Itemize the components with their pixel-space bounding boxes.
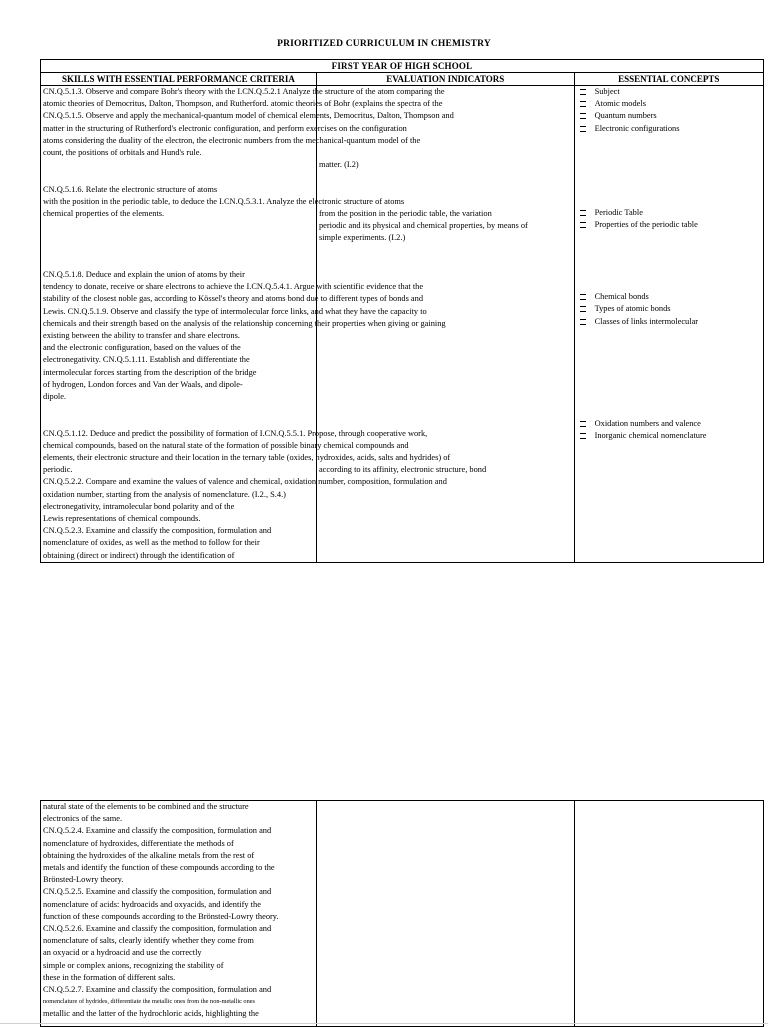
text-line [319, 354, 572, 366]
text-line: tendency to donate, receive or share electrons to achieve the I.CN.Q.5.4.1. Argue with scientific evidence that the [43, 282, 424, 292]
text-line: natural state of the elements to be combined and the structure [43, 802, 249, 811]
text-line: oxidation number, starting from the analysis of nomenclature. (I.2., S.4.) [43, 489, 286, 499]
concept-item [577, 86, 761, 98]
text-line: according to its affinity, electronic structure, bond [318, 464, 487, 474]
text-line [319, 269, 572, 281]
checkbox-bullet-icon [580, 89, 586, 95]
text-line [319, 245, 572, 257]
text-line [319, 391, 572, 403]
text-line [319, 366, 572, 378]
text-line [319, 257, 572, 269]
text-line: Brönsted-Lowry theory. [43, 875, 124, 885]
concept-list [577, 291, 761, 328]
checkbox-bullet-icon [580, 222, 586, 228]
text-line: CN.Q.5.2.4. Examine and classify the composition, formulation and [43, 826, 272, 836]
text-line: and the electronic configuration, based on the values of the [43, 343, 241, 353]
concept-item [577, 291, 761, 303]
text-line: periodic. [43, 465, 73, 475]
text-line: stability of the closest noble gas, according to Kössel's theory and atoms bond due to different types of bonds and [43, 294, 424, 304]
text-line: CN.Q.5.2.7. Examine and classify the composition, formulation and [43, 985, 272, 995]
text-line [43, 245, 314, 257]
text-line: CN.Q.5.1.8. Deduce and explain the union of atoms by their [43, 269, 245, 279]
concept-item [577, 303, 761, 315]
checkbox-bullet-icon [580, 294, 586, 300]
concepts-column-header: ESSENTIAL CONCEPTS [574, 73, 763, 86]
text-line: obtaining the hydroxides of the alkaline metals from the rest of [43, 850, 255, 860]
concept-label: Inorganic chemical nomenclature [594, 431, 707, 441]
text-line [319, 403, 572, 415]
concept-item [577, 207, 761, 219]
skills-column-header: SKILLS WITH ESSENTIAL PERFORMANCE CRITERIA [41, 73, 317, 86]
text-line: Lewis representations of chemical compounds. [43, 513, 201, 523]
text-line: an oxyacid or a hydroacid and use the correctly [43, 948, 202, 958]
text-line: elements, their electronic structure and their location in the ternary table (oxides, hydroxides, acids, salts and hydrides) of [43, 452, 451, 462]
text-line: CN.Q.5.2.6. Examine and classify the composition, formulation and [43, 924, 272, 934]
text-line: CN.Q.5.2.3. Examine and classify the composition, formulation and [43, 526, 272, 536]
concept-label: Types of atomic bonds [594, 304, 671, 314]
indicators-cell-continued [316, 801, 574, 1027]
text-line: CN.Q.5.1.5. Observe and apply the mechanical-quantum model of chemical elements, Democritus, Dalton, Thompson and [43, 111, 454, 121]
concept-item [577, 430, 761, 442]
text-line: chemical properties of the elements. [43, 209, 165, 218]
concept-label: Quantum numbers [594, 111, 657, 121]
concept-label: Classes of links intermolecular [594, 316, 699, 326]
concept-item [577, 418, 761, 430]
text-line: count, the positions of orbitals and Hund's rule. [43, 148, 202, 158]
concept-label: Properties of the periodic table [594, 220, 698, 230]
text-line: atoms considering the duality of the electron, the electronic numbers from the mechanical-quantum model of the [43, 135, 421, 145]
concept-label: Chemical bonds [594, 292, 649, 302]
concepts-cell-continued [574, 801, 763, 1027]
text-line: atomic theories of Democritus, Dalton, Thompson, and Rutherford. atomic theories of Bohr (explains the spectra of the [43, 99, 443, 109]
concept-item [577, 110, 761, 122]
text-line: simple or complex anions, recognizing the stability of [43, 960, 224, 970]
concept-list [577, 418, 761, 442]
text-line: function of these compounds according to the Brönsted-Lowry theory. [43, 911, 279, 921]
concept-item [577, 316, 761, 328]
text-line: nomenclature of oxides, as well as the method to follow for their [43, 538, 260, 548]
indicators-column-header: EVALUATION INDICATORS [316, 73, 574, 86]
concept-label: Periodic Table [594, 207, 643, 217]
text-line [43, 257, 314, 269]
text-line: intermolecular forces starting from the description of the bridge [43, 367, 257, 377]
text-line: chemical compounds, based on the natural state of the formation of possible binary chemical compounds and [43, 440, 409, 450]
text-line: periodic and its physical and chemical properties, by means of [318, 221, 528, 231]
text-line: CN.Q.5.2.5. Examine and classify the composition, formulation and [43, 887, 272, 897]
text-line [319, 184, 572, 196]
text-line: electronegativity. CN.Q.5.1.11. Establish and differentiate the [43, 355, 250, 365]
skills-cell-continued [41, 801, 317, 1027]
text-line: from the position in the periodic table, the variation [318, 208, 492, 218]
text-line: CN.Q.5.2.2. Compare and examine the values of valence and chemical, oxidation number, composition, formulation and [43, 477, 447, 487]
text-line [43, 232, 314, 244]
text-line: simple experiments. (I.2.) [318, 233, 406, 243]
checkbox-bullet-icon [580, 306, 586, 312]
concept-list [577, 207, 761, 231]
concept-item [577, 98, 761, 110]
concept-label: Electronic configurations [594, 123, 680, 133]
text-line: matter in the structuring of Rutherford's electronic configuration, and perform exercises on the configuration [43, 123, 407, 133]
text-line: nomenclature of salts, clearly identify whether they come from [43, 936, 254, 946]
checkbox-bullet-icon [580, 210, 586, 216]
text-line [319, 147, 572, 159]
text-line: metallic and the latter of the hydrochloric acids, highlighting the [43, 1009, 259, 1019]
text-line [43, 220, 314, 232]
text-line: CN.Q.5.1.12. Deduce and predict the possibility of formation of I.CN.Q.5.5.1. Propose, through cooperative work, [43, 428, 428, 438]
document-title: PRIORITIZED CURRICULUM IN CHEMISTRY [277, 39, 491, 49]
text-line [43, 415, 314, 427]
text-line: CN.Q.5.1.6. Relate the electronic structure of atoms [43, 184, 218, 194]
curriculum-table-page-2 [40, 800, 764, 1027]
text-line: electronegativity, intramolecular bond polarity and of the [43, 501, 235, 511]
concept-item [577, 123, 761, 135]
text-line: nomenclature of hydroxides, differentiate the methods of [43, 838, 234, 848]
concept-label: Subject [594, 87, 620, 96]
text-line: existing between the ability to transfer and share electrons. [43, 330, 240, 340]
concept-list [577, 86, 761, 135]
checkbox-bullet-icon [580, 319, 586, 325]
checkbox-bullet-icon [580, 101, 586, 107]
checkbox-bullet-icon [580, 113, 586, 119]
text-line [43, 159, 314, 171]
concept-item [577, 219, 761, 231]
text-line [43, 403, 314, 415]
text-line: matter. (I.2) [318, 160, 359, 170]
text-line: nomenclature of acids: hydroacids and oxyacids, and identify the [43, 899, 261, 909]
concept-label: Atomic models [594, 99, 646, 109]
year-header: FIRST YEAR OF HIGH SCHOOL [41, 60, 764, 73]
text-line: chemicals and their strength based on the analysis of the relationship concerning their properties when giving or gaining [43, 318, 446, 328]
text-line: with the position in the periodic table, to deduce the I.CN.Q.5.3.1. Analyze the electronic structure of atoms [43, 196, 405, 206]
text-line [319, 415, 572, 427]
text-line [319, 342, 572, 354]
text-line: CN.Q.5.1.3. Observe and compare Bohr's theory with the I.CN.Q.5.2.1 Analyze the structure of the atom comparing the [43, 87, 445, 96]
concept-label: Oxidation numbers and valence [594, 418, 701, 428]
text-line: metals and identify the function of these compounds according to the [43, 863, 275, 873]
text-line: nomenclature of hydrides, differentiate the metallic ones from the non-metallic ones [43, 998, 255, 1006]
text-line: of hydrogen, London forces and Van der Waals, and dipole- [43, 379, 243, 389]
text-line: electronics of the same. [43, 814, 123, 824]
concepts-cell [574, 86, 763, 563]
text-line [319, 330, 572, 342]
text-line [43, 171, 314, 183]
text-line: dipole. [43, 391, 67, 401]
text-line: obtaining (direct or indirect) through the identification of [43, 550, 235, 560]
checkbox-bullet-icon [580, 421, 586, 427]
text-line [319, 379, 572, 391]
checkbox-bullet-icon [580, 433, 586, 439]
text-line: Lewis. CN.Q.5.1.9. Observe and classify the type of intermolecular force links, and what they have the capacity to [43, 306, 427, 316]
text-line: these in the formation of different salts. [43, 972, 176, 982]
text-line [319, 171, 572, 183]
checkbox-bullet-icon [580, 126, 586, 132]
curriculum-table-page-1 [40, 59, 764, 563]
